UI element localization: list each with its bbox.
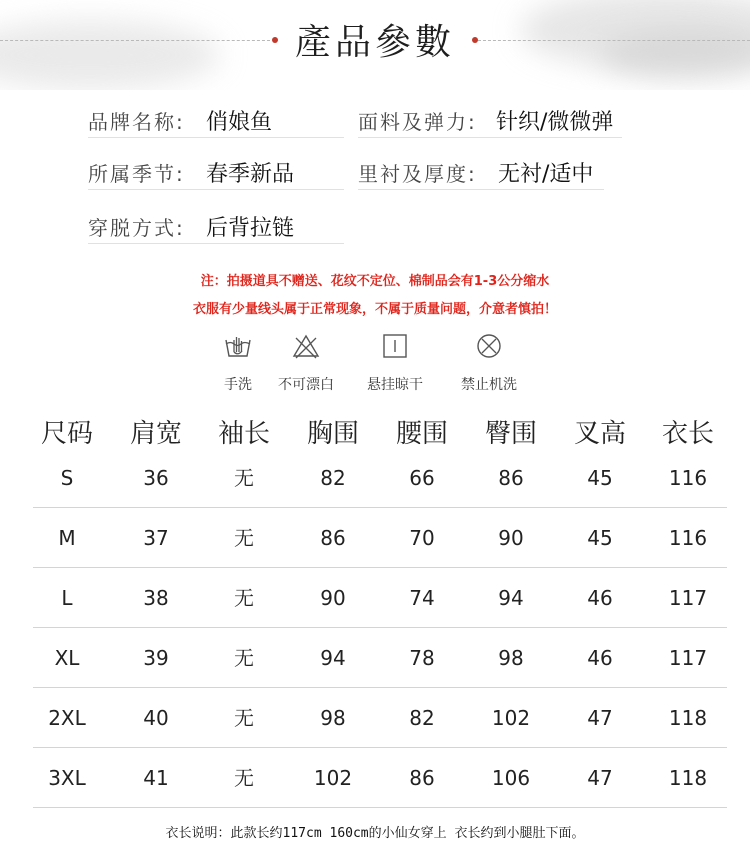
header-banner [0,0,750,90]
attribute-value: 春季新品 [206,162,295,187]
cell-bust: 94 [320,646,346,670]
cell-slit: 46 [587,646,613,670]
column-header-slit: 叉高 [573,419,626,449]
care-no-machine-wash [441,332,537,394]
cell-hip: 102 [491,706,531,730]
ink-mist-decoration [0,20,220,90]
cell-sleeve: 无 [234,526,254,550]
cell-hip: 106 [491,766,531,790]
cell-size: XL [54,646,80,670]
cell-sleeve: 无 [234,706,254,730]
cell-length: 118 [668,706,708,730]
attribute-label: 穿脱方式: [88,216,185,240]
cell-waist: 86 [409,766,435,790]
cell-length: 117 [668,586,708,610]
cell-slit: 45 [587,466,613,490]
column-header-length: 衣长 [661,419,714,449]
ink-mist-decoration [600,30,750,80]
title-dot-left [272,37,278,43]
cell-waist: 78 [409,646,435,670]
cell-sleeve: 无 [234,586,254,610]
cell-hip: 94 [498,586,524,610]
cell-waist: 70 [409,526,435,550]
cell-shoulder: 40 [143,706,169,730]
column-header-bust: 胸围 [306,419,359,449]
cell-hip: 86 [498,466,524,490]
cell-waist: 82 [409,706,435,730]
cell-sleeve: 无 [234,466,254,490]
cell-hip: 90 [498,526,524,550]
cell-slit: 45 [587,526,613,550]
cell-sleeve: 无 [234,646,254,670]
cell-waist: 74 [409,586,435,610]
care-hang-dry [347,332,443,394]
cell-slit: 47 [587,706,613,730]
attribute-closure [88,210,344,244]
cell-length: 116 [668,466,708,490]
attribute-season [88,156,344,190]
cell-size: M [58,526,76,550]
table-row [33,568,727,628]
cell-shoulder: 38 [143,586,169,610]
attribute-lining [358,156,604,190]
care-label: 悬挂晾干 [367,377,423,393]
attribute-label: 面料及弹力: [358,110,477,134]
cell-bust: 102 [313,766,353,790]
column-header-size: 尺码 [40,419,93,449]
attribute-value: 针织/微微弹 [496,110,614,135]
table-row [33,508,727,568]
table-row [33,688,727,748]
care-label: 不可漂白 [278,377,334,393]
length-footnote: 衣长说明：此款长约117cm 160cm的小仙女穿上 衣长约到小腿肚下面。 [165,826,585,841]
cell-bust: 90 [320,586,346,610]
attribute-value: 俏娘鱼 [206,110,273,135]
care-label: 禁止机洗 [461,377,517,393]
cell-bust: 82 [320,466,346,490]
table-row [33,748,727,808]
attribute-value: 无衬/适中 [498,162,594,187]
attribute-label: 品牌名称: [88,110,185,134]
no-machine-wash-icon [474,332,504,360]
hang-dry-icon [380,332,410,360]
title-divider-right [478,40,750,41]
cell-length: 117 [668,646,708,670]
care-no-bleach [258,332,354,394]
column-header-sleeve: 袖长 [217,419,270,449]
cell-waist: 66 [409,466,435,490]
cell-size: L [61,586,73,610]
cell-size: S [60,466,74,490]
cell-shoulder: 37 [143,526,169,550]
cell-bust: 98 [320,706,346,730]
attribute-value: 后背拉链 [206,216,295,241]
hand-wash-icon [223,332,253,360]
column-header-shoulder: 肩宽 [129,419,182,449]
note-line-1: 注：拍摄道具不赠送、花纹不定位、棉制品会有1-3公分缩水 [200,274,550,289]
table-row [33,628,727,688]
no-bleach-icon [291,332,321,360]
note-line-2: 衣服有少量线头属于正常现象，不属于质量问题，介意者慎拍！ [192,302,557,317]
title-divider-left [0,40,270,41]
attribute-fabric [358,104,622,138]
cell-size: 3XL [48,766,86,790]
attribute-label: 里衬及厚度: [358,162,477,186]
size-table-header [0,413,750,453]
cell-shoulder: 36 [143,466,169,490]
column-header-hip: 臀围 [484,419,537,449]
attribute-label: 所属季节: [88,162,185,186]
care-label: 手洗 [224,377,252,393]
cell-length: 118 [668,766,708,790]
page-title: 產品參數 [294,22,455,63]
cell-hip: 98 [498,646,524,670]
cell-sleeve: 无 [234,766,254,790]
cell-shoulder: 39 [143,646,169,670]
cell-slit: 47 [587,766,613,790]
attribute-brand [88,104,344,138]
cell-bust: 86 [320,526,346,550]
cell-size: 2XL [48,706,86,730]
table-row [33,448,727,508]
cell-slit: 46 [587,586,613,610]
column-header-waist: 腰围 [395,419,448,449]
cell-shoulder: 41 [143,766,169,790]
cell-length: 116 [668,526,708,550]
